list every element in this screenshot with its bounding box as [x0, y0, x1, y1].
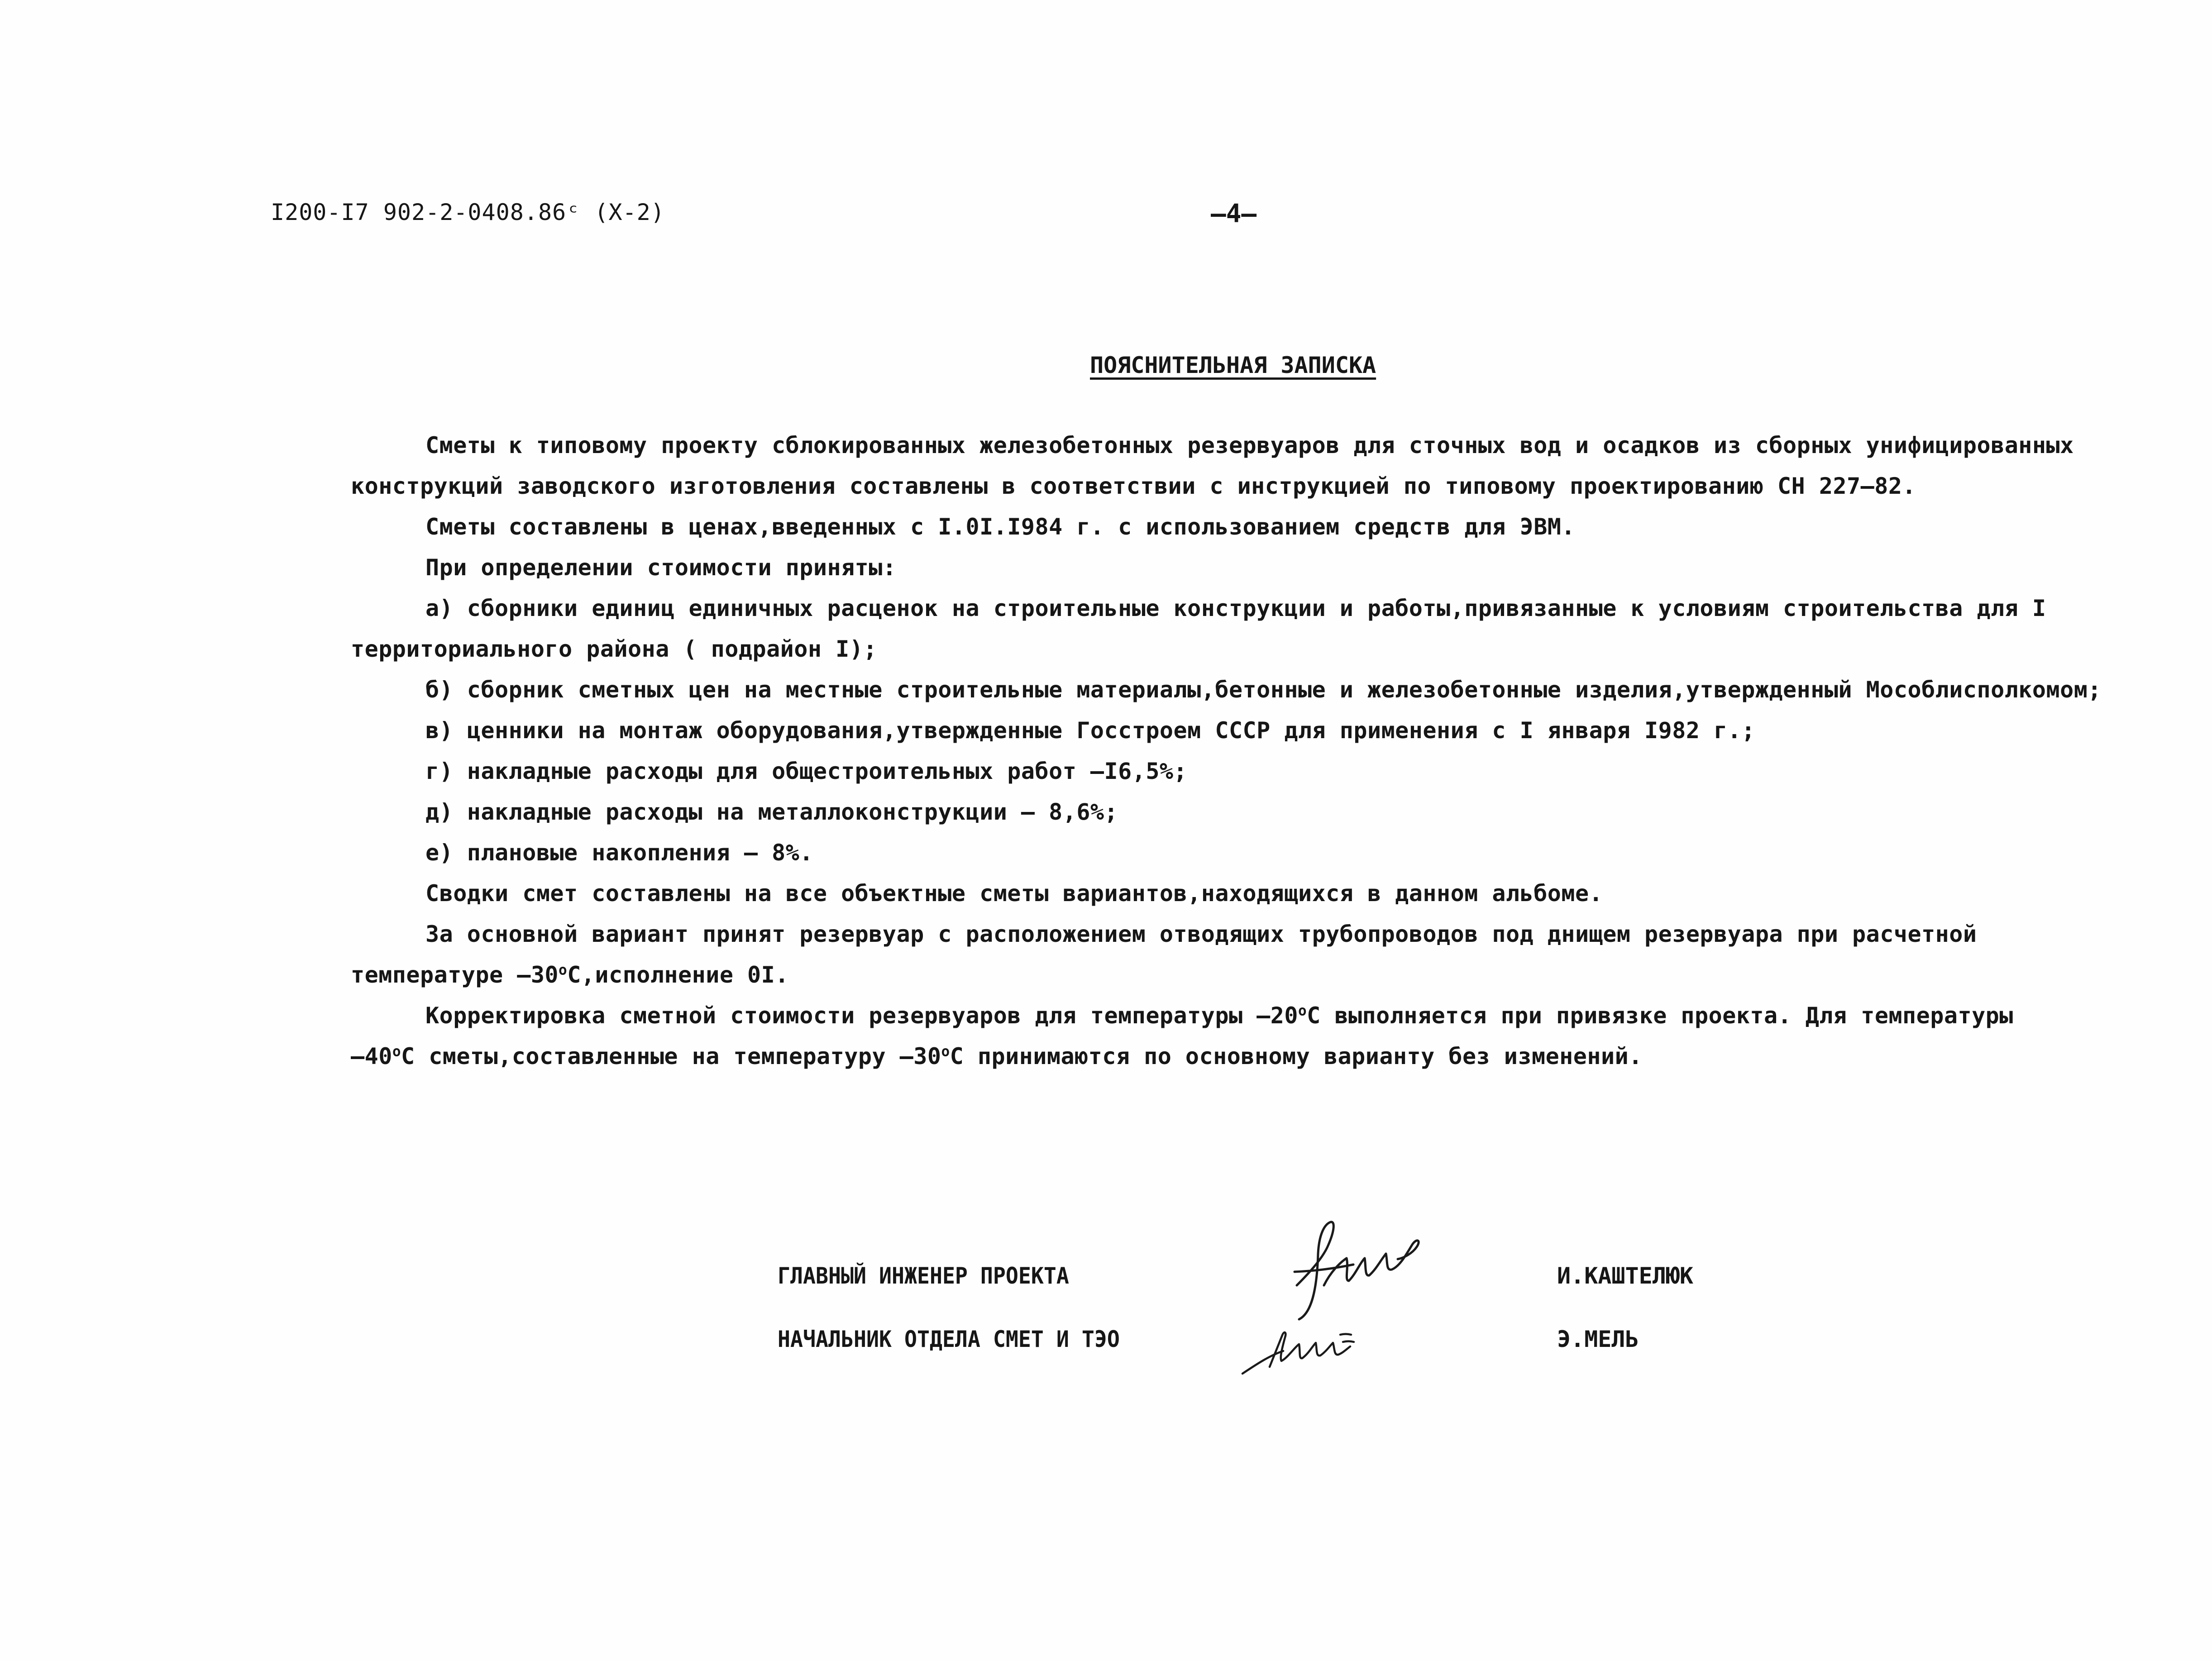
list-item-a-line-2: территориального района ( подрайон I);: [351, 636, 877, 662]
paragraph-5-line-1: За основной вариант принят резервуар с расположением отводящих трубопроводов под днищем резервуара при расчетной: [425, 921, 1977, 947]
list-item-d: д) накладные расходы на металлоконструкции – 8,6%;: [425, 799, 1118, 825]
paragraph-6-line-2: [351, 1043, 1643, 1069]
text-fragment: С выполняется при привязке проекта. Для температуры: [1307, 1002, 2013, 1029]
text-fragment: С,исполнение 0I.: [567, 962, 789, 988]
text-fragment: температуре –30: [351, 962, 559, 988]
degree-mark: о: [392, 1043, 401, 1060]
dept-head-name: Э.МЕЛЬ: [1557, 1326, 1639, 1352]
paragraph-2: Сметы составлены в ценах,введенных с I.0I.I984 г. с использованием средств для ЭВМ.: [425, 514, 1576, 540]
text-fragment: –40: [351, 1043, 392, 1069]
paragraph-4: Сводки смет составлены на все объектные сметы вариантов,находящихся в данном альбоме.: [425, 880, 1603, 907]
list-item-e: е) плановые накопления – 8%.: [425, 840, 813, 866]
page-number: –4–: [1211, 199, 1257, 229]
dept-head-signature: [1238, 1319, 1374, 1383]
dept-head-title: НАЧАЛЬНИК ОТДЕЛА СМЕТ И ТЭО: [778, 1326, 1120, 1352]
list-item-g: г) накладные расходы для общестроительных работ –I6,5%;: [425, 758, 1188, 784]
document-code: I200-I7 902-2-0408.86ᶜ (X-2): [271, 199, 665, 225]
text-fragment: С принимаются по основному варианту без изменений.: [950, 1043, 1643, 1069]
document-title: ПОЯСНИТЕЛЬНАЯ ЗАПИСКА: [1090, 352, 1376, 378]
chief-engineer-title: ГЛАВНЫЙ ИНЖЕНЕР ПРОЕКТА: [778, 1263, 1069, 1289]
paragraph-1-line-1: Сметы к типовому проекту сблокированных железобетонных резервуаров для сточных вод и осадков из сборных унифицированных: [425, 432, 2074, 458]
text-fragment: Корректировка сметной стоимости резервуаров для температуры –20: [425, 1002, 1298, 1029]
paragraph-6-line-1: [425, 1002, 2013, 1029]
list-item-b: б) сборник сметных цен на местные строительные материалы,бетонные и железобетонные изделия,утвержденный Мособлисполкомом;: [425, 677, 2102, 703]
list-item-v: в) ценники на монтаж оборудования,утвержденные Госстроем СССР для применения с I января I982 г.;: [425, 717, 1755, 744]
chief-engineer-signature: [1281, 1217, 1430, 1326]
paragraph-3: При определении стоимости приняты:: [425, 554, 897, 581]
degree-mark: о: [941, 1043, 950, 1060]
degree-mark: о: [1298, 1002, 1307, 1019]
paragraph-1-line-2: конструкций заводского изготовления составлены в соответствии с инструкцией по типовому проектированию СН 227–82.: [351, 473, 1916, 499]
text-fragment: С сметы,составленные на температуру –30: [401, 1043, 941, 1069]
chief-engineer-name: И.КАШТЕЛЮК: [1557, 1263, 1694, 1289]
degree-mark: о: [559, 962, 568, 978]
list-item-a-line-1: а) сборники единиц единичных расценок на строительные конструкции и работы,привязанные к условиям строительства для I: [425, 595, 2046, 621]
paragraph-5-line-2: [351, 962, 789, 988]
